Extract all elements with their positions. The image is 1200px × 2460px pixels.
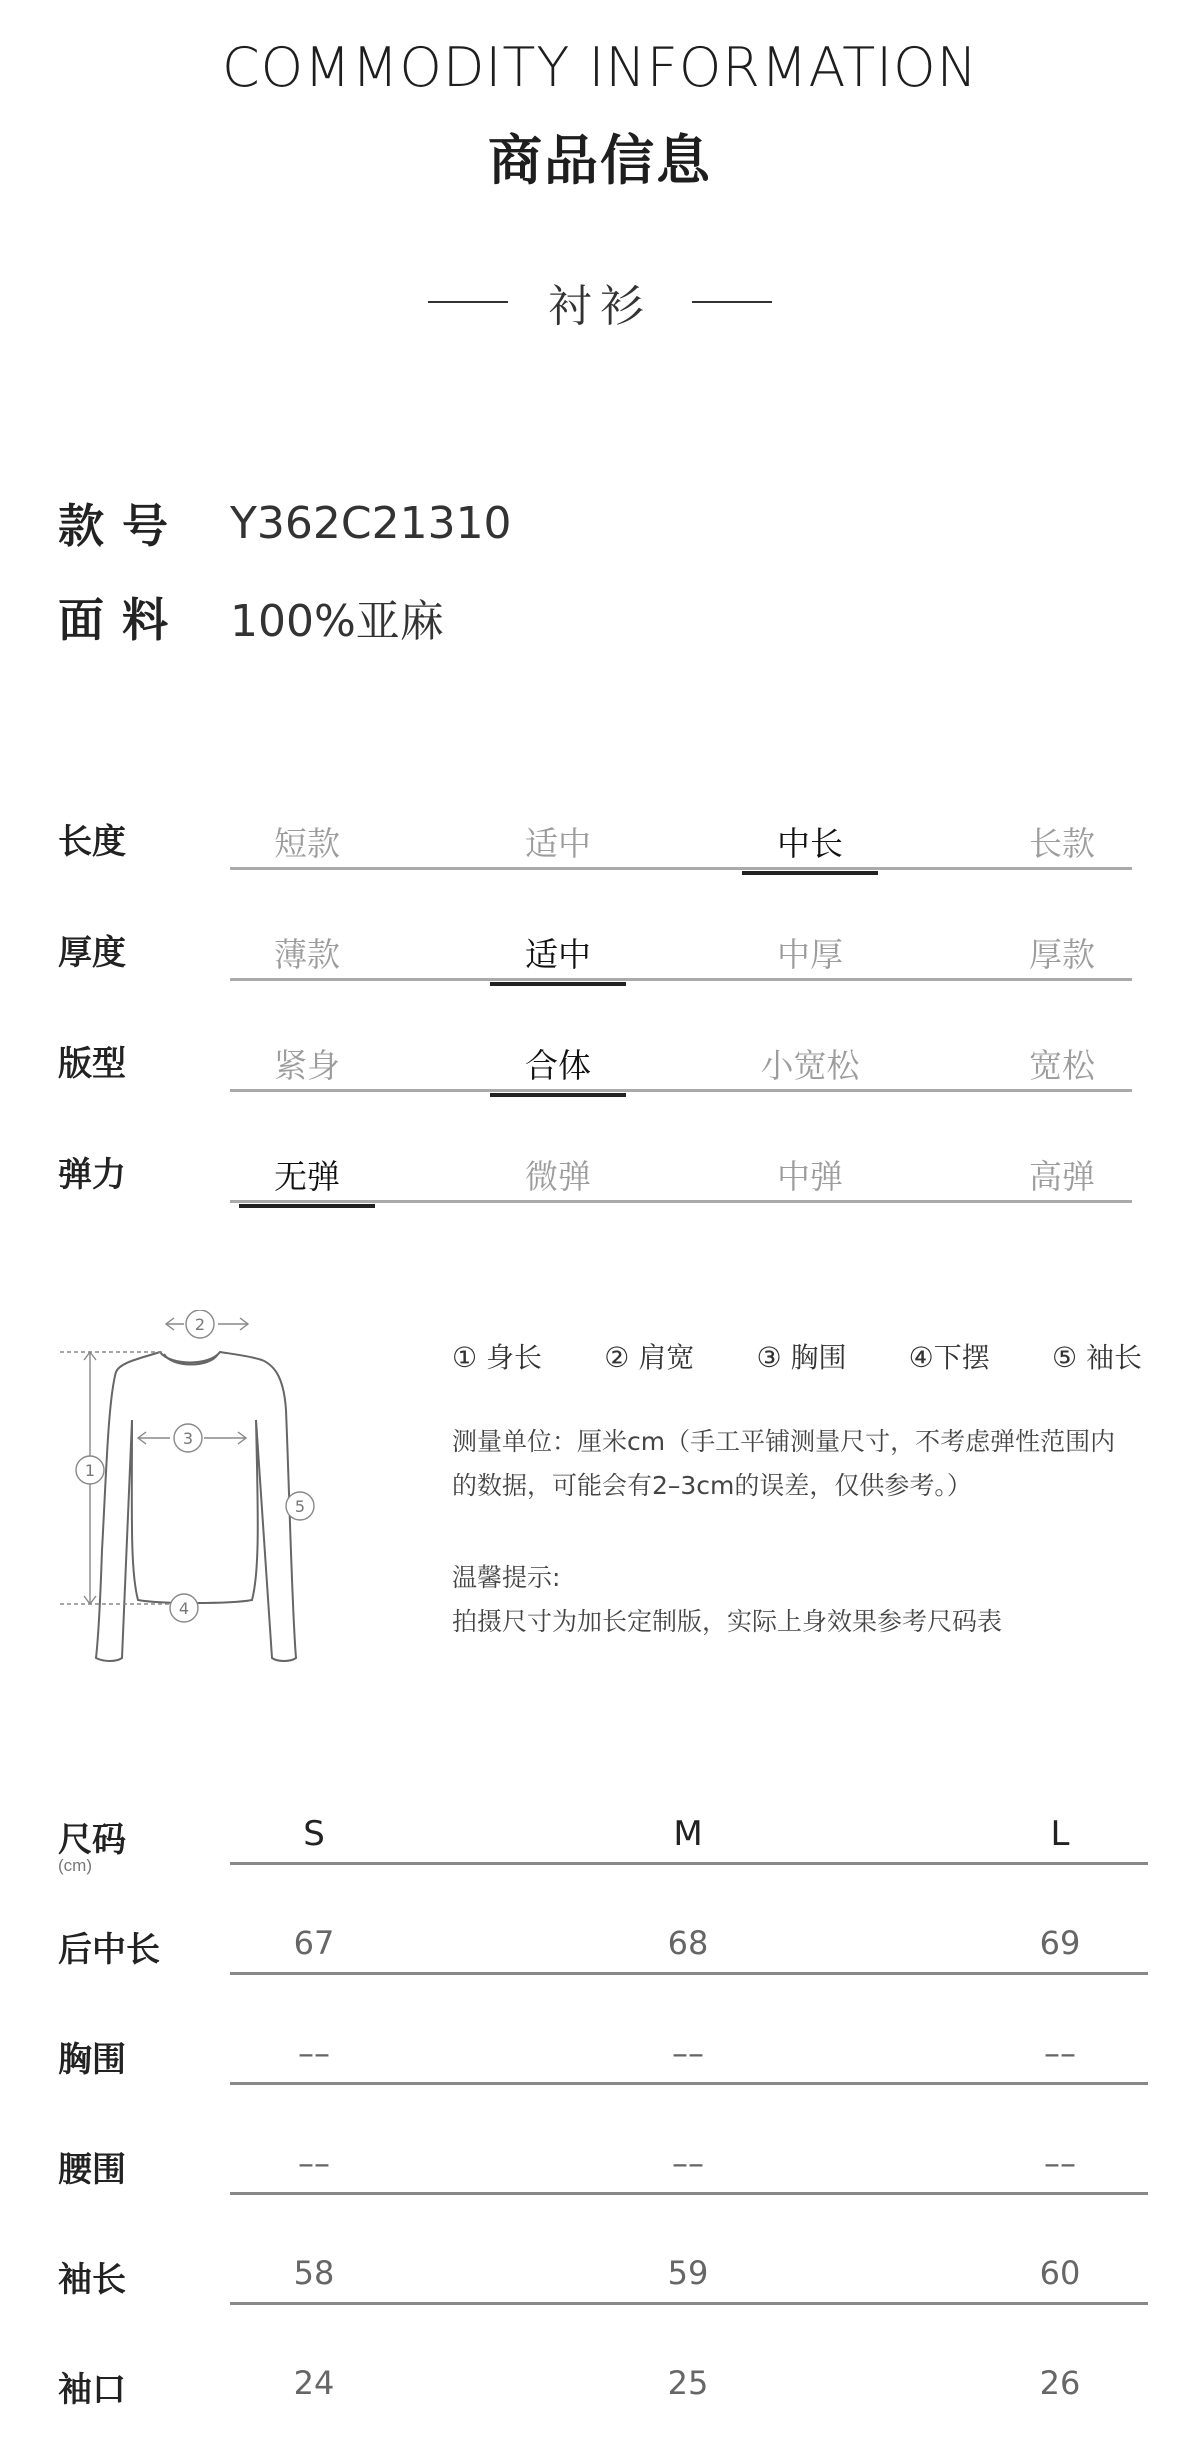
attribute-option-selected: 合体 bbox=[490, 1040, 626, 1087]
size-row-label: 腰围 bbox=[58, 2150, 126, 2190]
size-cell: –– bbox=[1044, 2034, 1076, 2072]
size-table-row bbox=[58, 2130, 1148, 2240]
attribute-label: 弹力 bbox=[58, 1155, 126, 1195]
attribute-scale-line bbox=[230, 1089, 1132, 1092]
size-table-row bbox=[58, 2350, 1148, 2460]
attribute-option: 薄款 bbox=[274, 935, 340, 974]
size-cell: 67 bbox=[293, 1924, 335, 1962]
size-cell: 60 bbox=[1039, 2254, 1081, 2292]
legend-item: ② 肩宽 bbox=[604, 1341, 695, 1374]
size-row-label: 袖口 bbox=[58, 2370, 126, 2410]
title-chinese: 商品信息 bbox=[488, 129, 712, 192]
attribute-option: 适中 bbox=[525, 824, 591, 863]
category-heading bbox=[0, 270, 1200, 334]
size-cell: –– bbox=[672, 2034, 704, 2072]
attribute-label: 厚度 bbox=[58, 933, 126, 973]
row-divider bbox=[230, 1862, 1148, 1865]
size-table-row bbox=[58, 2240, 1148, 2350]
marker-2: 2 bbox=[194, 1315, 206, 1334]
attribute-option-selected: 适中 bbox=[490, 929, 626, 976]
attribute-option-selected: 无弹 bbox=[239, 1151, 375, 1198]
row-divider bbox=[230, 2082, 1148, 2085]
size-table bbox=[58, 1800, 1148, 2460]
divider-right bbox=[692, 301, 772, 303]
marker-5: 5 bbox=[294, 1497, 306, 1516]
attribute-option: 宽松 bbox=[1029, 1046, 1095, 1085]
size-header-unit: (cm) bbox=[58, 1856, 92, 1875]
attribute-option: 紧身 bbox=[274, 1046, 340, 1085]
category-label: 衬衫 bbox=[548, 281, 652, 332]
info-label: 款号 bbox=[58, 499, 186, 553]
diagram-markers bbox=[76, 1310, 314, 1622]
info-value: 100%亚麻 bbox=[230, 596, 444, 647]
attribute-scale-line bbox=[230, 1200, 1132, 1203]
tip-text: 拍摄尺寸为加长定制版，实际上身效果参考尺码表 bbox=[452, 1607, 1003, 1636]
size-table-row bbox=[58, 1910, 1148, 2020]
attribute-row bbox=[58, 1032, 1138, 1092]
size-table-row bbox=[58, 2020, 1148, 2130]
size-cell: –– bbox=[298, 2034, 330, 2072]
marker-4: 4 bbox=[178, 1599, 190, 1618]
info-value: Y362C21310 bbox=[230, 497, 512, 549]
size-cell: 68 bbox=[667, 1924, 709, 1962]
attribute-option: 中厚 bbox=[777, 935, 843, 974]
row-divider bbox=[230, 1972, 1148, 1975]
legend-item: ③ 胸围 bbox=[756, 1341, 847, 1374]
attribute-option: 中弹 bbox=[777, 1157, 843, 1196]
size-cell: –– bbox=[672, 2144, 704, 2182]
attribute-option: 小宽松 bbox=[760, 1046, 860, 1085]
size-row-label: 袖长 bbox=[58, 2260, 126, 2300]
size-cell: –– bbox=[1044, 2144, 1076, 2182]
size-cell: 69 bbox=[1039, 1924, 1081, 1962]
warm-tip bbox=[452, 1556, 1152, 1644]
size-row-label: 后中长 bbox=[58, 1930, 160, 1970]
unit-note-line: 测量单位：厘米cm（手工平铺测量尺寸，不考虑弹性范围内 bbox=[452, 1427, 1116, 1456]
info-row-fabric bbox=[58, 584, 444, 650]
size-cell: 26 bbox=[1039, 2364, 1081, 2402]
size-cell: –– bbox=[298, 2144, 330, 2182]
divider-left bbox=[428, 301, 508, 303]
info-row-style-number bbox=[58, 490, 512, 556]
unit-note-line: 的数据，可能会有2–3cm的误差，仅供参考。） bbox=[452, 1471, 972, 1500]
size-cell: 59 bbox=[667, 2254, 709, 2292]
marker-3: 3 bbox=[182, 1429, 194, 1448]
size-header-cell: L bbox=[1050, 1814, 1070, 1854]
size-header-cell: M bbox=[673, 1814, 703, 1854]
size-cell: 24 bbox=[293, 2364, 335, 2402]
attribute-scale-line bbox=[230, 867, 1132, 870]
attribute-option-selected: 中长 bbox=[742, 818, 878, 865]
size-header-cell: S bbox=[303, 1814, 325, 1854]
attribute-row bbox=[58, 1143, 1138, 1203]
attribute-option: 微弹 bbox=[525, 1157, 591, 1196]
attribute-row bbox=[58, 921, 1138, 981]
attribute-scale-line bbox=[230, 978, 1132, 981]
attribute-label: 版型 bbox=[58, 1044, 126, 1084]
legend-item: ① 身长 bbox=[452, 1341, 543, 1374]
attribute-option: 厚款 bbox=[1029, 935, 1095, 974]
legend-item: ⑤ 袖长 bbox=[1051, 1341, 1142, 1374]
attribute-option: 长款 bbox=[1029, 824, 1095, 863]
title-english: COMMODITY INFORMATION bbox=[221, 36, 979, 99]
row-divider bbox=[230, 2302, 1148, 2305]
size-row-label: 胸围 bbox=[58, 2040, 126, 2080]
tip-title: 温馨提示: bbox=[452, 1563, 561, 1592]
attribute-label: 长度 bbox=[58, 822, 126, 862]
attribute-option: 短款 bbox=[274, 824, 340, 863]
measurement-unit-note bbox=[452, 1420, 1152, 1508]
marker-1: 1 bbox=[84, 1461, 96, 1480]
size-cell: 25 bbox=[667, 2364, 709, 2402]
size-header-label: 尺码 bbox=[58, 1820, 126, 1860]
measurement-legend bbox=[452, 1336, 1142, 1376]
info-label: 面料 bbox=[58, 593, 186, 647]
shirt-measurement-diagram bbox=[60, 1310, 390, 1680]
legend-item: ④下摆 bbox=[908, 1341, 990, 1374]
size-table-header bbox=[58, 1800, 1148, 1910]
attribute-row bbox=[58, 810, 1138, 870]
row-divider bbox=[230, 2192, 1148, 2195]
size-cell: 58 bbox=[293, 2254, 335, 2292]
attribute-option: 高弹 bbox=[1029, 1157, 1095, 1196]
